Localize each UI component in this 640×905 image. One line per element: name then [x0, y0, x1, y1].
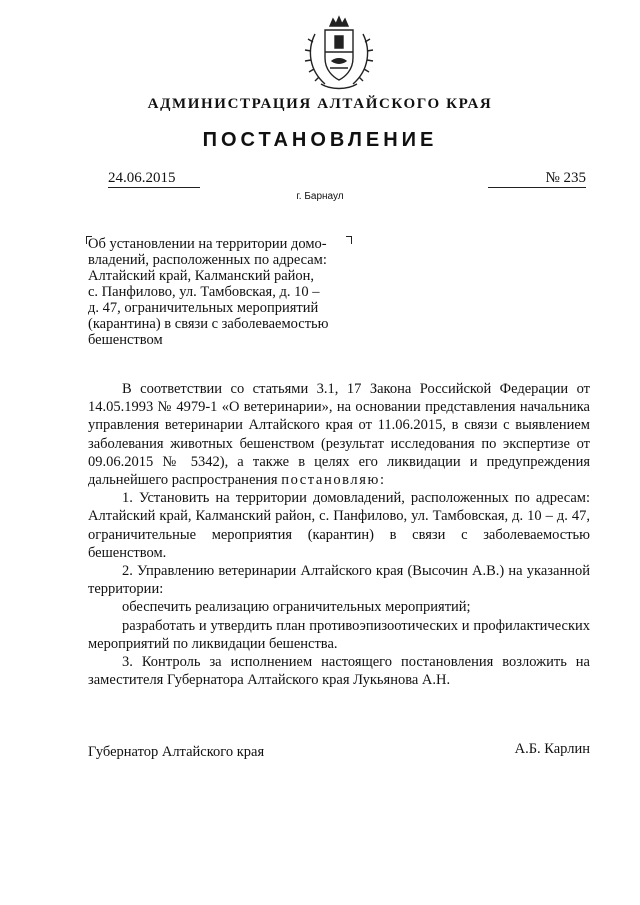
subject-line: бешенством: [88, 332, 163, 348]
subject-line: (карантина) в связи с заболеваемостью: [88, 316, 329, 332]
document-subject: [88, 236, 350, 348]
organization-title: АДМИНИСТРАЦИЯ АЛТАЙСКОГО КРАЯ: [147, 96, 493, 112]
item-2a-paragraph: обеспечить реализацию ограничительных мероприятий;: [122, 599, 471, 616]
document-city: г. Барнаул: [296, 191, 344, 202]
document-body: [88, 380, 590, 689]
item-1-paragraph: 1. Установить на территории домовладений, расположенных по адресам: Алтайский край, Калманский район, с. Панфилово, ул. Тамбовская, д. 10 – д. 47, ограничительные мероприятия (карантин) в связи с заболеваемостью бешенством.: [88, 490, 590, 561]
preamble-paragraph: [88, 380, 590, 489]
coat-of-arms-icon: [303, 14, 375, 94]
subject-line: Об установлении на территории домо-: [88, 236, 327, 252]
item-3-paragraph: 3. Контроль за исполнением настоящего постановления возложить на заместителя Губернатора Алтайского края Лукьянова А.Н.: [88, 654, 590, 689]
item-2b-paragraph: разработать и утвердить план противоэпизоотических и профилактических мероприятий по ликвидации бешенства.: [88, 617, 590, 652]
document-date: 24.06.2015: [108, 170, 200, 188]
subject-line: д. 47, ограничительных мероприятий: [88, 300, 319, 316]
item-2-paragraph: 2. Управлению ветеринарии Алтайского края (Высочин А.В.) на указанной территории:: [88, 563, 590, 598]
subject-line: Алтайский край, Калманский район,: [88, 268, 315, 284]
decree-word: постановляю:: [281, 472, 386, 489]
document-number: № 235: [488, 170, 586, 188]
subject-line: с. Панфилово, ул. Тамбовская, д. 10 –: [88, 284, 320, 300]
preamble-text: В соответствии со статьями 3.1, 17 Закона Российской Федерации от 14.05.1993 № 4979-1 «О ветеринарии», на основании представления начальника управления ветеринарии Алтайского края от 11.06.2015, в связи с выявлением заболевания животных бешенством (результат исследования по экспертизе от 09.06.2015 № 5342), а также в целях его ликвидации и предупреждения дальнейшего распространения: [88, 381, 590, 489]
signatory-name: А.Б. Карлин: [514, 741, 590, 757]
signatory-position: Губернатор Алтайского края: [88, 744, 265, 760]
subject-line: владений, расположенных по адресам:: [88, 252, 327, 268]
document-type-title: ПОСТАНОВЛЕНИЕ: [202, 129, 438, 151]
